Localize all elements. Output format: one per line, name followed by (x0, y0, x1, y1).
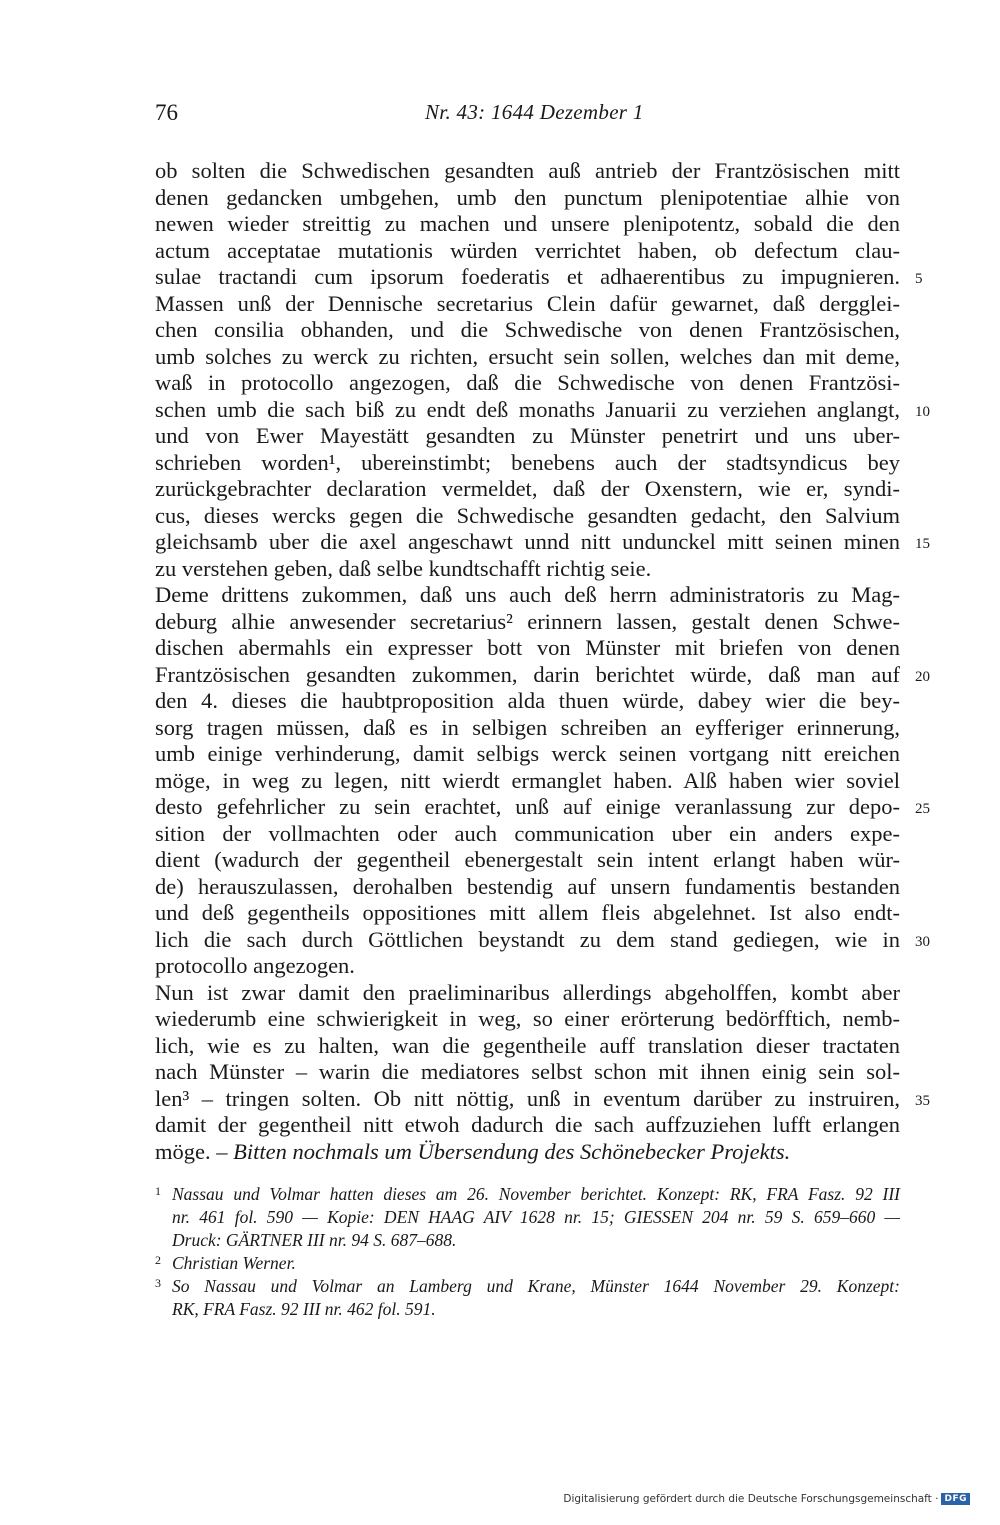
text-line (155, 185, 900, 212)
line-text: gleichsamb uber die axel angeschawt unnd nitt undunckel mitt seinen minen (155, 529, 900, 554)
text-line (155, 821, 900, 848)
running-title: Nr. 43: 1644 Dezember 1 (425, 100, 644, 124)
line-text: dient (wadurch der gegentheil ebenergestalt sein intent erlangt haben wür- (155, 847, 900, 872)
line-text: denen gedancken umbgehen, umb den punctum plenipotentiae alhie von (155, 184, 900, 210)
line-text: de) herauszulassen, derohalben bestendig auf unsern fundamentis bestanden (155, 873, 900, 899)
line-text-roman: möge. – (155, 1138, 234, 1164)
footnote-line: nr. 461 fol. 590 — Kopie: DEN HAAG AIV 1628 nr. 15; GIESSEN 204 nr. 59 S. 659–660 — (172, 1207, 900, 1227)
footnote (155, 1183, 900, 1252)
line-text: möge, in weg zu legen, nitt wierdt ermanglet haben. Alß haben wier soviel (155, 767, 900, 793)
text-line (155, 264, 923, 291)
text-line (155, 1033, 900, 1060)
footnote-mark: 3 (155, 1276, 161, 1290)
line-text: len³ – tringen solten. Ob nitt nöttig, unß in eventum darüber zu instruiren, (155, 1085, 900, 1111)
line-text: umb solches zu werck zu richten, ersucht sein sollen, welches dan mit deme, (155, 343, 900, 369)
text-line (155, 556, 900, 583)
digitization-credit (563, 1493, 970, 1505)
text-line (155, 609, 900, 636)
line-number: 5 (915, 271, 923, 287)
editorial-summary: Bitten nochmals um Übersendung des Schönebecker Projekts. (233, 1138, 791, 1164)
text-line (155, 396, 930, 424)
text-line (155, 423, 900, 450)
footnote-line: RK, FRA Fasz. 92 III nr. 462 fol. 591. (172, 1299, 436, 1319)
text-line (155, 529, 930, 556)
text-line (155, 1112, 900, 1139)
line-text: zurückgebrachter declaration vermeldet, daß der Oxenstern, wie er, syndi- (155, 476, 900, 501)
footnote-line: Nassau und Volmar hatten dieses am 26. November berichtet. Konzept: RK, FRA Fasz. 92 III (172, 1184, 900, 1204)
footnotes (155, 1183, 900, 1321)
line-text: dischen abermahls ein expresser bott von Münster mit briefen von denen (155, 635, 900, 660)
text-line (155, 450, 900, 477)
footnote (155, 1275, 900, 1321)
line-text: deburg alhie anwesender secretarius² erinnern lassen, gestalt denen Schwe- (155, 608, 900, 634)
line-text: lich, wie es zu halten, wan die gegentheile auff translation dieser tractaten (155, 1032, 900, 1058)
text-line (155, 661, 930, 689)
page-number: 76 (155, 100, 178, 125)
footnote-line: Druck: GÄRTNER III nr. 94 S. 687–688. (172, 1230, 457, 1250)
credit-text: Digitalisierung gefördert durch die Deutsche Forschungsgemeinschaft · (563, 1493, 939, 1505)
line-text (155, 1139, 900, 1166)
text-line (155, 715, 900, 742)
text-line (155, 847, 900, 874)
line-text: zu verstehen geben, daß selbe kundtschafft richtig seie. (155, 555, 652, 581)
footnote-line: So Nassau und Volmar an Lamberg und Krane, Münster 1644 November 29. Konzept: (172, 1276, 900, 1296)
footnote-mark: 2 (155, 1253, 161, 1267)
text-line (155, 317, 900, 344)
text-line (155, 768, 900, 795)
line-text: wiederumb eine schwierigkeit in weg, so einer erörterung bedörfftich, nemb- (155, 1006, 900, 1031)
line-text: Deme drittens zukommen, daß uns auch deß herrn administratoris zu Mag- (155, 582, 900, 607)
text-line (155, 688, 900, 715)
line-text: Frantzösischen gesandten zukommen, darin berichtet würde, daß man auf (155, 661, 900, 687)
text-line (155, 582, 900, 609)
line-text: und deß gegentheils oppositiones mitt allem fleis abgelehnet. Ist also endt- (155, 900, 900, 925)
line-text: protocollo angezogen. (155, 953, 355, 978)
line-number: 10 (915, 403, 930, 420)
line-text: actum acceptatae mutationis würden verrichtet haben, ob defectum clau- (155, 237, 900, 263)
text-line (155, 741, 900, 768)
footnote (155, 1252, 900, 1275)
line-text: sition der vollmachten oder auch communication uber ein anders expe- (155, 820, 900, 846)
text-line (155, 1085, 930, 1113)
line-text: Nun ist zwar damit den praeliminaribus allerdings abgeholffen, kombt aber (155, 979, 900, 1005)
body-text (155, 158, 930, 1165)
line-text: lich die sach durch Göttlichen beystandt zu dem stand gediegen, wie in (155, 926, 900, 952)
text-line (155, 291, 900, 318)
dfg-logo: DFG (941, 1493, 970, 1505)
text-line (155, 953, 900, 980)
line-text: sulae tractandi cum ipsorum foederatis et adhaerentibus zu impugnieren. (155, 264, 900, 289)
text-line (155, 926, 930, 954)
line-text: ob solten die Schwedischen gesandten auß antrieb der Frantzösischen mitt (155, 158, 900, 183)
text-line (155, 158, 900, 185)
line-text: und von Ewer Mayestätt gesandten zu Münster penetrirt und uns uber- (155, 423, 900, 448)
text-line (155, 874, 900, 901)
text-line (155, 1059, 900, 1086)
text-line (155, 900, 900, 927)
line-text: Massen unß der Dennische secretarius Clein dafür gewarnet, daß dergglei- (155, 290, 900, 316)
line-number: 20 (915, 668, 930, 685)
line-text: cus, dieses wercks gegen die Schwedische gesandten gedacht, den Salvium (155, 502, 900, 528)
text-line (155, 635, 900, 662)
line-text: schrieben worden¹, ubereinstimbt; benebens auch der stadtsyndicus bey (155, 449, 900, 475)
line-number: 30 (915, 933, 930, 950)
line-text: desto gefehrlicher zu sein erachtet, unß auf einige veranlassung zur depo- (155, 794, 900, 819)
line-text: umb einige verhinderung, damit selbigs werck seinen vortgang nitt ereichen (155, 741, 900, 766)
text-line (155, 1139, 900, 1166)
text-line (155, 211, 900, 238)
text-line (155, 980, 900, 1007)
line-text: newen wieder streittig zu machen und unsere plenipotentz, sobald die den (155, 211, 900, 236)
line-number: 15 (915, 536, 930, 552)
line-text: waß in protocollo angezogen, daß die Schwedische von denen Frantzösi- (155, 370, 900, 395)
line-text: nach Münster – warin die mediatores selbst schon mit ihnen einig sein sol- (155, 1059, 900, 1084)
text-line (155, 1006, 900, 1033)
footnote-line: Christian Werner. (172, 1253, 296, 1273)
line-text: den 4. dieses die haubtproposition alda thuen würde, dabey wier die bey- (155, 688, 900, 713)
line-text: chen consilia obhanden, und die Schwedische von denen Frantzösischen, (155, 317, 900, 342)
line-number: 35 (915, 1092, 930, 1109)
line-text: damit der gegentheil nitt etwoh dadurch die sach auffzuziehen lufft erlangen (155, 1112, 900, 1137)
footnote-mark: 1 (155, 1184, 161, 1198)
page-header (155, 100, 900, 134)
line-text: schen umb die sach biß zu endt deß monaths Januarii zu verziehen anglangt, (155, 396, 900, 422)
text-line (155, 503, 900, 530)
text-line (155, 344, 900, 371)
line-number: 25 (915, 801, 930, 817)
text-line (155, 370, 900, 397)
text-line (155, 238, 900, 265)
line-text: sorg tragen müssen, daß es in selbigen schreiben an eyfferiger erinnerung, (155, 714, 900, 740)
text-line (155, 476, 900, 503)
text-line (155, 794, 930, 821)
